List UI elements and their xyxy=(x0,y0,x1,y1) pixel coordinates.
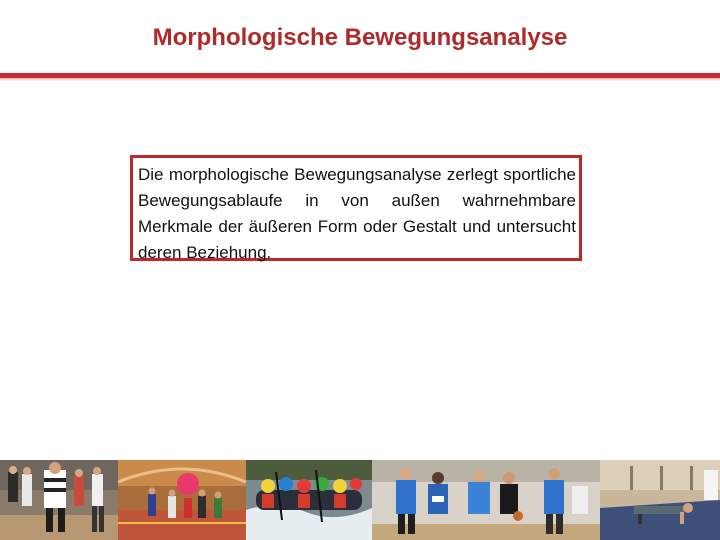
body-paragraph: Die morphologische Bewegungsanalyse zerlegt sportliche Bewegungsablaufe in von außen wahrnehmbare Merkmale der äußeren Form oder Gestalt und untersucht deren Beziehung. xyxy=(138,165,576,262)
slide-title: Morphologische Bewegungsanalyse xyxy=(152,24,568,51)
photo-rafting xyxy=(246,460,372,540)
photo-gymball xyxy=(118,460,246,540)
photo-gym-group xyxy=(0,460,118,540)
title-divider-shadow xyxy=(0,78,720,81)
photo-strip xyxy=(0,460,720,540)
photo-gym-mat xyxy=(600,460,720,540)
photo-handball xyxy=(372,460,600,540)
